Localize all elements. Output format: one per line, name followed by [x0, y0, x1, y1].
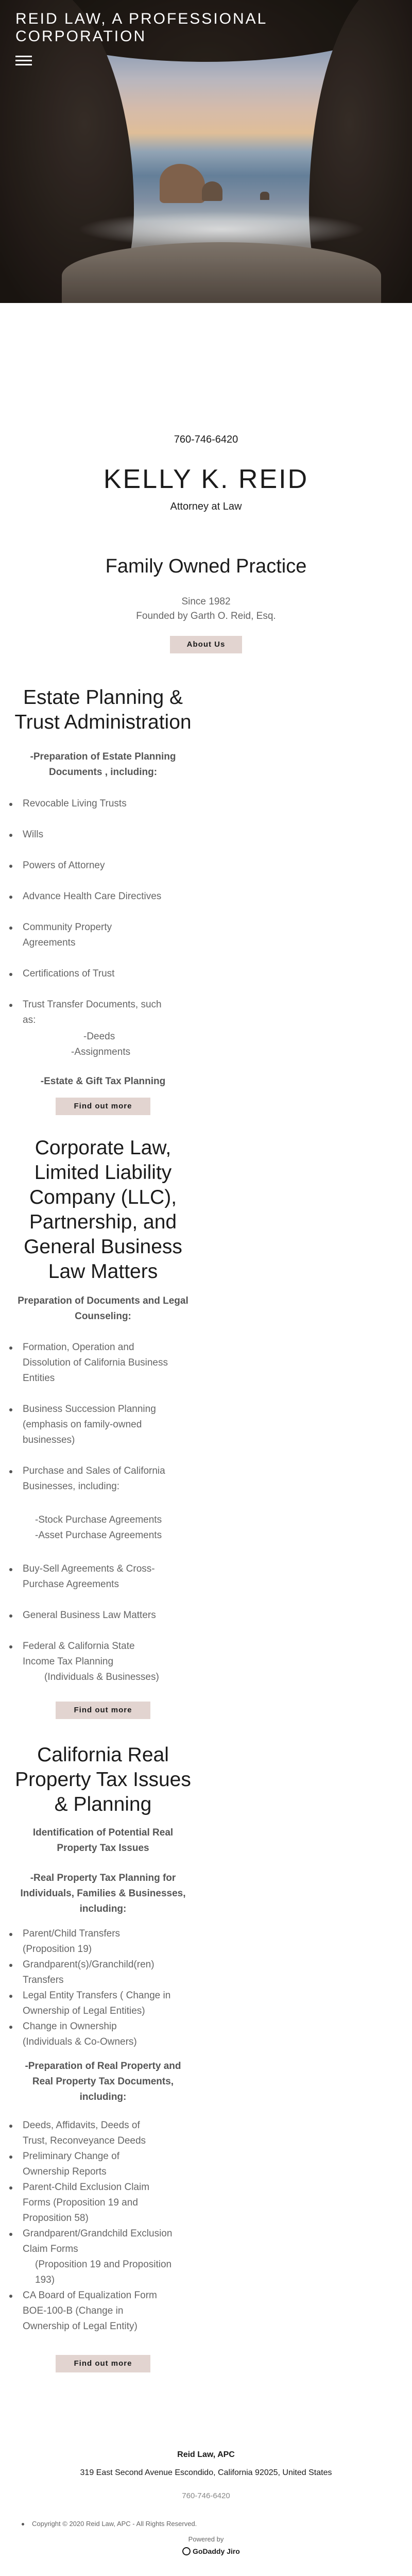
- list-item: Certifications of Trust: [23, 966, 187, 982]
- estate-title-line1: Estate Planning &: [23, 686, 183, 709]
- list-item: Wills: [23, 827, 187, 843]
- asset-purchase-text: -Asset Purchase Agreements: [35, 1530, 162, 1541]
- property-subheading: Real Property Tax Documents,: [32, 2076, 174, 2087]
- list-item: Trust Transfer Documents, such as:: [23, 997, 177, 1028]
- estate-subheading-line1: -Preparation of Estate Planning: [30, 751, 176, 762]
- corporate-title-line: General Business: [24, 1236, 182, 1258]
- list-item: Legal Entity Transfers ( Change in Ownership of Legal Entities): [23, 1988, 177, 2019]
- list-item: CA Board of Equalization Form BOE-100-B (Change in Ownership of Legal Entity): [23, 2288, 172, 2334]
- property-subheading: including:: [79, 1904, 127, 1914]
- list-item: Grandparent(s)/Granchild(ren) Transfers: [23, 1957, 172, 1988]
- corporate-title-line: Company (LLC),: [29, 1186, 177, 1208]
- property-title-line: California Real: [37, 1744, 169, 1766]
- about-us-button[interactable]: About Us: [170, 636, 242, 653]
- property-title-line: Property Tax Issues: [15, 1769, 191, 1791]
- powered-by-text: Powered by: [188, 2535, 224, 2543]
- property-subheading: Property Tax Issues: [57, 1843, 149, 1854]
- list-item: Grandparent/Grandchild Exclusion Claim Forms: [23, 2226, 177, 2257]
- property-find-out-more-button[interactable]: Find out more: [56, 2355, 150, 2372]
- proposition-text: (Proposition 19 and Proposition 193): [35, 2259, 172, 2285]
- list-item: Buy-Sell Agreements & Cross-Purchase Agreements: [23, 1561, 172, 1592]
- corporate-subheading-line1: Preparation of Documents and Legal: [18, 1295, 188, 1306]
- property-subheading: Identification of Potential Real: [32, 1827, 174, 1838]
- list-item: Parent-Child Exclusion Claim Forms (Proposition 19 and Proposition 58): [23, 2180, 172, 2226]
- list-item: Federal & California State Income Tax Planning: [23, 1639, 167, 1670]
- deeds-text: -Deeds: [83, 1031, 115, 1042]
- list-item: Revocable Living Trusts: [23, 796, 187, 812]
- list-item: Advance Health Care Directives: [23, 889, 187, 904]
- list-item: Formation, Operation and Dissolution of California Business Entities: [23, 1340, 172, 1386]
- list-item: General Business Law Matters: [23, 1608, 187, 1623]
- assignments-text: -Assignments: [71, 1047, 131, 1057]
- gift-tax-heading: -Estate & Gift Tax Planning: [40, 1076, 166, 1087]
- list-item: Change in Ownership (Individuals & Co-Owners): [23, 2019, 151, 2050]
- corporate-title-line: Partnership, and: [29, 1211, 177, 1233]
- footer-address: 319 East Second Avenue Escondido, California 92025, United States: [80, 2468, 332, 2477]
- list-item: Deeds, Affidavits, Deeds of Trust, Reconveyance Deeds: [23, 2118, 167, 2149]
- header-phone[interactable]: 760-746-6420: [174, 434, 238, 445]
- hamburger-menu-icon[interactable]: [15, 55, 32, 67]
- list-item: Powers of Attorney: [23, 858, 187, 873]
- godaddy-logo-icon: [182, 2547, 191, 2555]
- site-title[interactable]: REID LAW, A PROFESSIONAL CORPORATION: [15, 10, 267, 45]
- property-subheading: -Real Property Tax Planning for: [30, 1873, 176, 1883]
- property-title-line: & Planning: [54, 1793, 152, 1815]
- copyright-text: Copyright © 2020 Reid Law, APC - All Rights Reserved.: [32, 2520, 197, 2528]
- corporate-find-out-more-button[interactable]: Find out more: [56, 1702, 150, 1719]
- list-item: Business Succession Planning (emphasis on family-owned businesses): [23, 1402, 177, 1448]
- estate-find-out-more-button[interactable]: Find out more: [56, 1098, 150, 1115]
- property-subheading: -Preparation of Real Property and: [25, 2061, 181, 2072]
- list-item: Community Property Agreements: [23, 920, 157, 951]
- since-text: Since 1982: [181, 596, 231, 607]
- practice-heading: Family Owned Practice: [105, 555, 307, 577]
- property-subheading: including:: [79, 2092, 127, 2102]
- corporate-subheading-line2: Counseling:: [75, 1311, 131, 1322]
- attorney-name: KELLY K. REID: [103, 464, 309, 494]
- property-subheading: Individuals, Families & Businesses,: [20, 1888, 186, 1899]
- list-item: Preliminary Change of Ownership Reports: [23, 2149, 146, 2180]
- godaddy-link[interactable]: [182, 2546, 240, 2557]
- footer-business-name: Reid Law, APC: [177, 2450, 235, 2459]
- individuals-businesses-text: (Individuals & Businesses): [44, 1672, 159, 1682]
- corporate-title-line: Corporate Law,: [35, 1137, 171, 1159]
- founded-text: Founded by Garth O. Reid, Esq.: [136, 611, 276, 621]
- list-item: Purchase and Sales of California Businesses, including:: [23, 1463, 182, 1494]
- corporate-title-line: Limited Liability: [34, 1161, 172, 1184]
- footer-phone[interactable]: 760-746-6420: [182, 2491, 230, 2500]
- attorney-title: Attorney at Law: [170, 501, 242, 512]
- hero-banner: [0, 0, 412, 303]
- corporate-title-line: Law Matters: [48, 1260, 158, 1283]
- stock-purchase-text: -Stock Purchase Agreements: [35, 1514, 162, 1525]
- list-item: Parent/Child Transfers (Proposition 19): [23, 1926, 151, 1957]
- godaddy-brand-text: GoDaddy Jiro: [193, 2547, 240, 2555]
- estate-title-line2: Trust Administration: [14, 711, 192, 733]
- estate-subheading-line2: Documents , including:: [48, 767, 158, 778]
